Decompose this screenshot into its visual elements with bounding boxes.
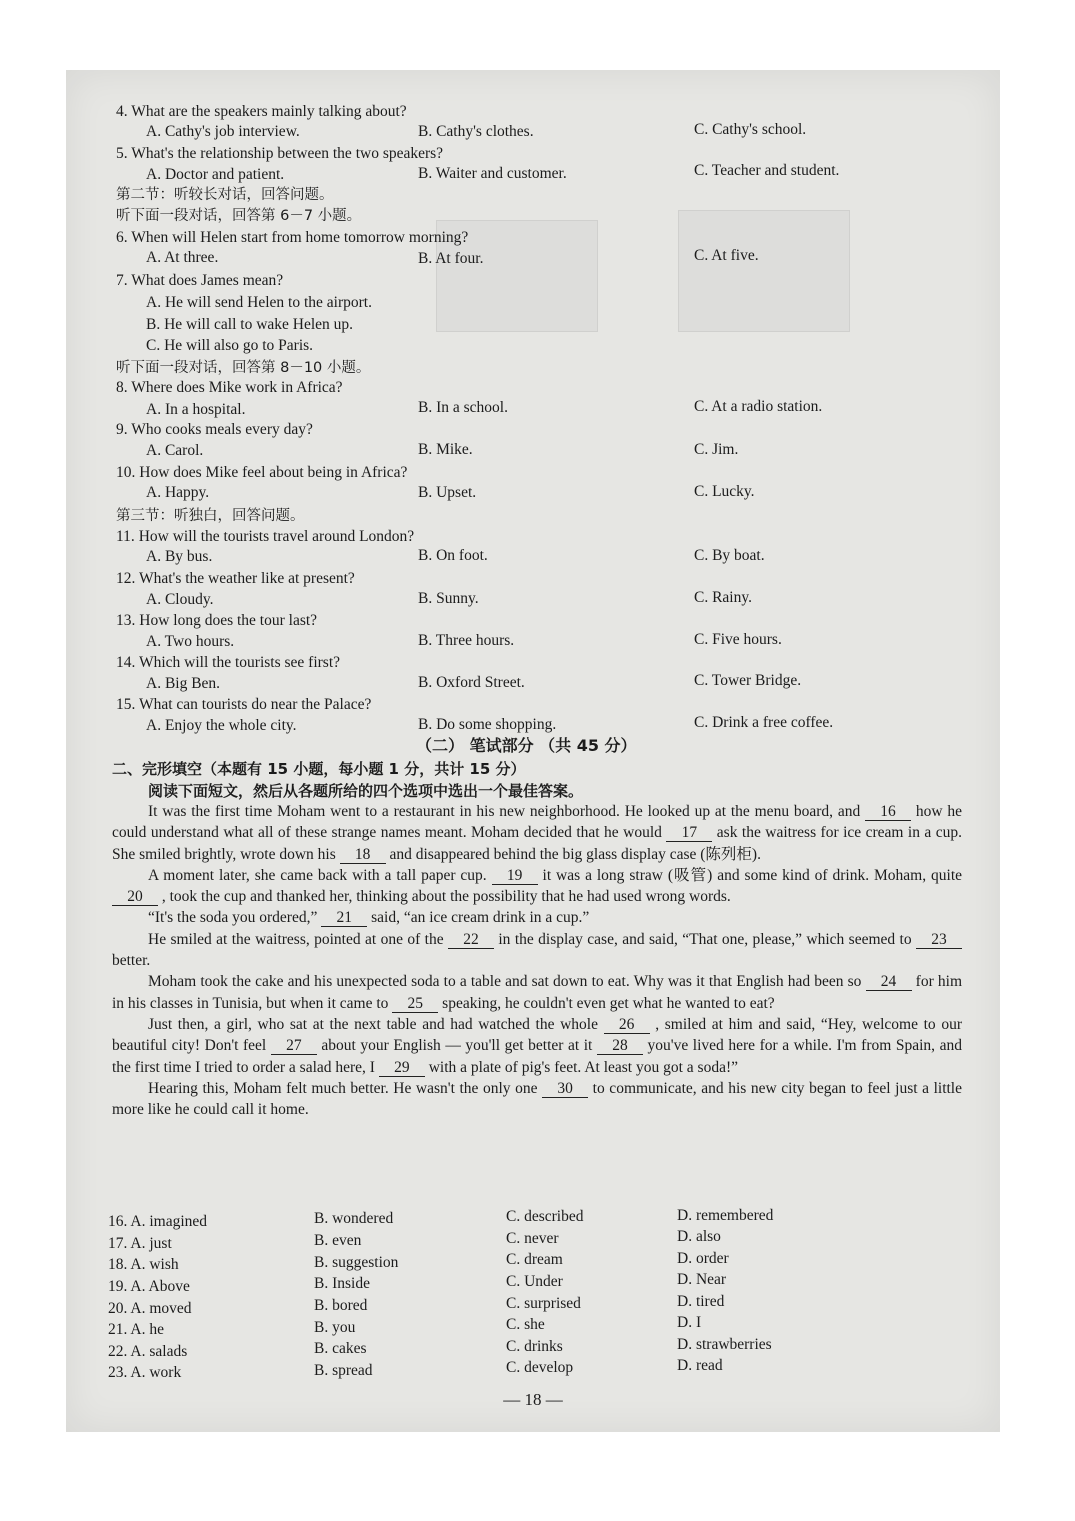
blank: 28 — [597, 1037, 643, 1055]
instruction: 阅读下面短文，然后从各题所给的四个选项中选出一个最佳答案。 — [148, 782, 584, 800]
option: D. I — [677, 1314, 702, 1331]
option: B. He will call to wake Helen up. — [146, 316, 354, 333]
option-number: 16. A. imagined — [108, 1213, 208, 1230]
option: B. At four. — [418, 250, 484, 267]
instruction: 听下面一段对话，回答第 6－7 小题。 — [116, 208, 362, 224]
option: A. Happy. — [146, 484, 210, 501]
instruction: 听下面一段对话，回答第 8－10 小题。 — [116, 360, 371, 376]
question-stem: 10. How does Mike feel about being in Africa? — [116, 464, 408, 481]
paragraph: He smiled at the waitress, pointed at one of the 22 in the display case, and said, “That one, please,” which seemed to 23 better. — [112, 929, 962, 972]
option: A. By bus. — [146, 548, 213, 565]
blank: 29 — [379, 1059, 425, 1077]
blank: 21 — [321, 909, 367, 927]
blank: 17 — [666, 824, 712, 842]
option: B. Sunny. — [418, 590, 479, 607]
option: C. By boat. — [694, 547, 765, 564]
paragraph: A moment later, she came back with a tall paper cup. 19 it was a long straw (吸管) and some kind of drink. Moham, quite 20 , took the cup and thanked her, thinking about the possibility that he had used wrong words. — [112, 865, 962, 908]
option: C. Drink a free coffee. — [694, 714, 834, 731]
question-stem: 8. Where does Mike work in Africa? — [116, 379, 343, 396]
blank: 19 — [492, 867, 538, 885]
paragraph: Moham took the cake and his unexpected soda to a table and sat down to eat. Why was it that English had been so 24 for him in his classes in Tunisia, but when it came to 25 speaking, he couldn't even get what he wanted to eat? — [112, 973, 963, 1012]
question-stem: 11. How will the tourists travel around London? — [116, 528, 415, 545]
question-stem: 7. What does James mean? — [116, 272, 284, 289]
option: C. Lucky. — [694, 483, 755, 500]
blank: 20 — [112, 888, 158, 906]
option: B. On foot. — [418, 547, 488, 564]
option: B. Three hours. — [418, 632, 515, 649]
option: A. Two hours. — [146, 633, 235, 650]
option-number: 17. A. just — [108, 1235, 172, 1252]
option: B. suggestion — [314, 1254, 399, 1271]
option: B. bored — [314, 1297, 368, 1314]
paragraph: Just then, a girl, who sat at the next table and had watched the whole 26 , smiled at him and said, “Hey, welcome to our beautiful city! Don't feel 27 about your English — you'll get better at it 28 you've lived here for a while. I'm from Spain, and the first time I tried to order a salad here, I 29 with a plate of pig's feet. At least you got a soda!” — [112, 1015, 962, 1076]
question-stem: 15. What can tourists do near the Palace? — [116, 696, 372, 713]
option: A. Doctor and patient. — [146, 166, 285, 183]
scanned-page — [66, 70, 1000, 1432]
option: B. you — [314, 1319, 356, 1336]
option: C. surprised — [506, 1295, 581, 1312]
option: C. Tower Bridge. — [694, 672, 802, 689]
option: B. cakes — [314, 1340, 367, 1357]
cloze-passage — [112, 801, 962, 1120]
option: A. In a hospital. — [146, 401, 246, 418]
option: B. Upset. — [418, 484, 477, 501]
option: C. Rainy. — [694, 589, 752, 606]
question-stem: 12. What's the weather like at present? — [116, 570, 355, 587]
question-stem: 9. Who cooks meals every day? — [116, 421, 313, 438]
option: D. tired — [677, 1293, 725, 1310]
option: C. dream — [506, 1251, 563, 1268]
option-number: 23. A. work — [108, 1364, 182, 1381]
page-number: — 18 — — [503, 1390, 563, 1409]
option: B. Waiter and customer. — [418, 165, 567, 182]
paragraph: Hearing this, Moham felt much better. He wasn't the only one 30 to communicate, and his new city began to feel just a little more like he could call it home. — [112, 1079, 962, 1119]
option: A. Big Ben. — [146, 675, 221, 692]
option: C. Five hours. — [694, 631, 782, 648]
option: C. Cathy's school. — [694, 121, 807, 138]
option: D. order — [677, 1250, 729, 1267]
option: B. Oxford Street. — [418, 674, 525, 691]
bleed-through-image — [678, 210, 850, 332]
option: C. At a radio station. — [694, 398, 823, 415]
section-heading: 第三节：听独白，回答问题。 — [116, 508, 305, 524]
option: C. develop — [506, 1359, 574, 1376]
option: A. Enjoy the whole city. — [146, 717, 297, 734]
option: C. drinks — [506, 1338, 563, 1355]
blank: 26 — [604, 1016, 650, 1034]
question-stem: 13. How long does the tour last? — [116, 612, 318, 629]
option: C. she — [506, 1316, 545, 1333]
option: D. strawberries — [677, 1336, 772, 1353]
option: A. He will send Helen to the airport. — [146, 294, 372, 311]
option: A. Cloudy. — [146, 591, 214, 608]
part-title: （二） 笔试部分 （共 45 分） — [416, 736, 637, 755]
option: B. Do some shopping. — [418, 716, 557, 733]
option: D. Near — [677, 1271, 727, 1288]
option: C. At five. — [694, 247, 759, 264]
option: A. At three. — [146, 249, 219, 266]
option-number: 20. A. moved — [108, 1300, 192, 1317]
option: D. remembered — [677, 1207, 774, 1224]
blank: 18 — [340, 846, 386, 864]
section-heading: 第二节：听较长对话，回答问题。 — [116, 187, 334, 203]
option: C. described — [506, 1208, 584, 1225]
option: B. even — [314, 1232, 362, 1249]
blank: 23 — [916, 931, 962, 949]
blank: 22 — [448, 931, 494, 949]
option: B. wondered — [314, 1210, 394, 1227]
option: D. read — [677, 1357, 723, 1374]
option: B. Cathy's clothes. — [418, 123, 534, 140]
option-number: 18. A. wish — [108, 1256, 179, 1273]
blank: 27 — [271, 1037, 317, 1055]
blank: 25 — [392, 995, 438, 1013]
option: D. also — [677, 1228, 721, 1245]
blank: 16 — [865, 803, 911, 821]
question-stem: 14. Which will the tourists see first? — [116, 654, 341, 671]
blank: 30 — [542, 1080, 588, 1098]
option-number: 22. A. salads — [108, 1343, 188, 1360]
section-heading: 二、完形填空（本题有 15 小题，每小题 1 分，共计 15 分） — [112, 760, 526, 778]
question-stem: 4. What are the speakers mainly talking about? — [116, 103, 407, 120]
paragraph: It was the first time Moham went to a restaurant in his new neighborhood. He looked up at the menu board, and 16 how he could understand what all of these strange names meant. Moham decided that he would 17 ask the waitress for ice cream in a cup. She smiled brightly, wrote down his 18 and disappeared behind the big glass display case (陈列柜). — [112, 803, 963, 863]
option: B. Mike. — [418, 441, 473, 458]
question-stem: 5. What's the relationship between the two speakers? — [116, 145, 444, 162]
blank: 24 — [866, 973, 912, 991]
option: B. spread — [314, 1362, 373, 1379]
option: C. Under — [506, 1273, 563, 1290]
option-number: 19. A. Above — [108, 1278, 190, 1295]
option: C. never — [506, 1230, 559, 1247]
paragraph: “It's the soda you ordered,” 21 said, “an ice cream drink in a cup.” — [148, 909, 590, 927]
option: A. Carol. — [146, 442, 204, 459]
option: A. Cathy's job interview. — [146, 123, 300, 140]
option: C. He will also go to Paris. — [146, 337, 314, 354]
option-number: 21. A. he — [108, 1321, 164, 1338]
option: B. In a school. — [418, 399, 508, 416]
option: B. Inside — [314, 1275, 370, 1292]
option: C. Teacher and student. — [694, 162, 840, 179]
question-stem: 6. When will Helen start from home tomorrow morning? — [116, 229, 469, 246]
option: C. Jim. — [694, 441, 739, 458]
